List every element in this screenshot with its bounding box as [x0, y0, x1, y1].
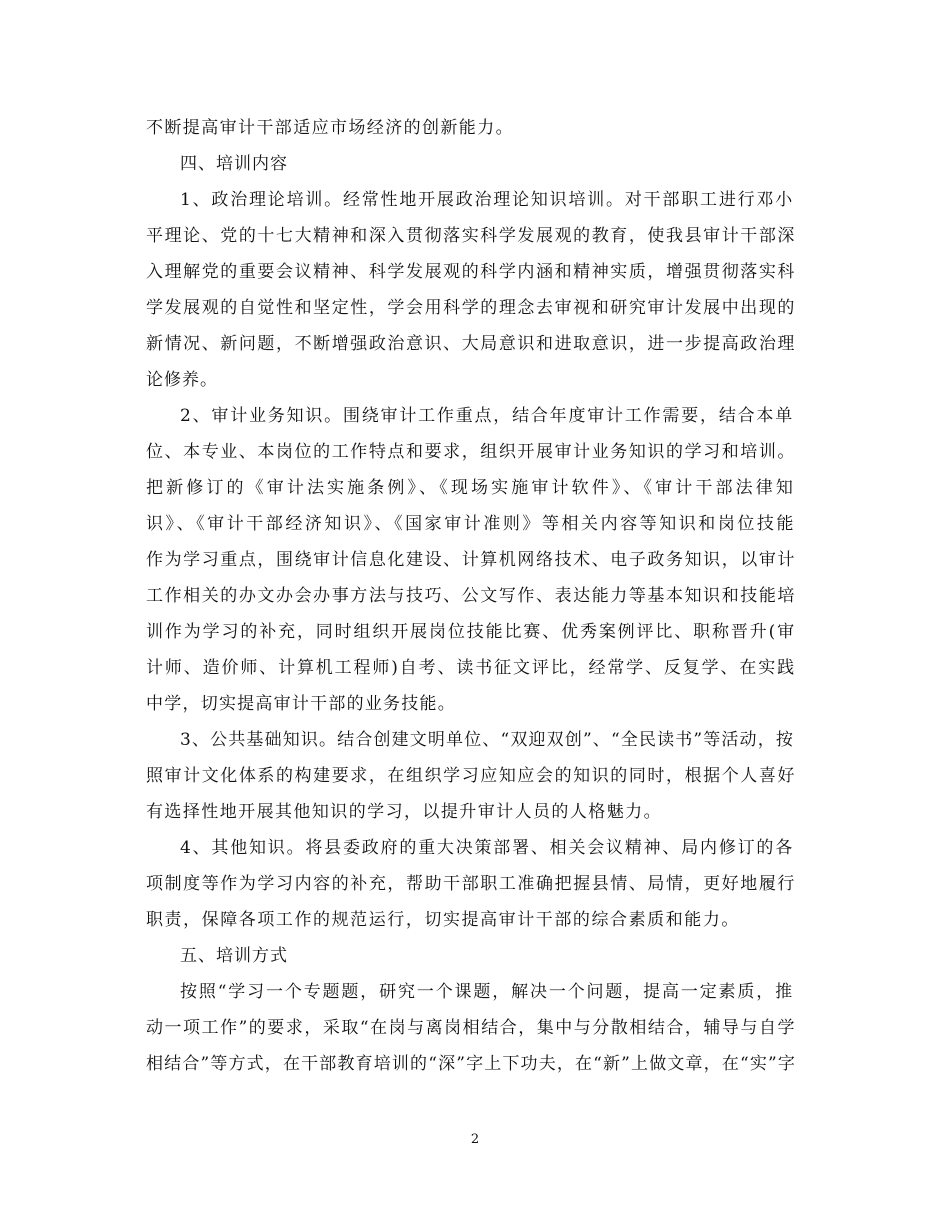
text-line: 1、政治理论培训。经常性地开展政治理论知识培训。对干部职工进行邓小 — [180, 190, 794, 210]
section-heading: 五、培训方式 — [180, 946, 288, 966]
text-line: 把新修订的《审计法实施条例》、《现场实施审计软件》、《审计干部法律知 — [146, 478, 796, 498]
text-line: 识》、《审计干部经济知识》、《国家审计准则》等相关内容等知识和岗位技能 — [146, 514, 796, 534]
text-line: 照审计文化体系的构建要求，在组织学习应知应会的知识的同时，根据个人喜好 — [146, 766, 796, 786]
text-line: 工作相关的办文办会办事方法与技巧、公文写作、表达能力等基本知识和技能培 — [146, 586, 796, 606]
text-line: 2、审计业务知识。围绕审计工作重点，结合年度审计工作需要，结合本单 — [180, 406, 794, 426]
text-line: 动一项工作”的要求，采取“在岗与离岗相结合，集中与分散相结合，辅导与自学 — [146, 1018, 796, 1038]
text-line: 入理解党的重要会议精神、科学发展观的科学内涵和精神实质，增强贯彻落实科 — [146, 262, 796, 282]
text-line: 新情况、新问题，不断增强政治意识、大局意识和进取意识，进一步提高政治理 — [146, 334, 796, 354]
text-line: 有选择性地开展其他知识的学习，以提升审计人员的人格魅力。 — [146, 802, 662, 822]
text-line: 中学，切实提高审计干部的业务技能。 — [146, 694, 456, 714]
text-line: 职责，保障各项工作的规范运行，切实提高审计干部的综合素质和能力。 — [146, 910, 740, 930]
text-line: 平理论、党的十七大精神和深入贯彻落实科学发展观的教育，使我县审计干部深 — [146, 226, 796, 246]
page-number: 2 — [470, 1132, 480, 1147]
text-line: 相结合”等方式，在干部教育培训的“深”字上下功夫，在“新”上做文章，在“实”字 — [146, 1054, 796, 1074]
text-line: 学发展观的自觉性和坚定性，学会用科学的理念去审视和研究审计发展中出现的 — [146, 298, 796, 318]
text-line: 计师、造价师、计算机工程师)自考、读书征文评比，经常学、反复学、在实践 — [146, 658, 796, 678]
text-line: 按照“学习一个专题题，研究一个课题，解决一个问题，提高一定素质，推 — [180, 982, 794, 1002]
text-line: 项制度等作为学习内容的补充，帮助干部职工准确把握县情、局情，更好地履行 — [146, 874, 796, 894]
text-line: 作为学习重点，围绕审计信息化建设、计算机网络技术、电子政务知识，以审计 — [146, 550, 796, 570]
text-line: 论修养。 — [146, 370, 218, 390]
text-line: 3、公共基础知识。结合创建文明单位、“双迎双创”、“全民读书”等活动，按 — [180, 730, 794, 750]
text-line: 4、其他知识。将县委政府的重大决策部署、相关会议精神、局内修订的各 — [180, 838, 794, 858]
text-line: 位、本专业、本岗位的工作特点和要求，组织开展审计业务知识的学习和培训。 — [146, 442, 796, 462]
text-line: 训作为学习的补充，同时组织开展岗位技能比赛、优秀案例评比、职称晋升(审 — [146, 622, 796, 642]
text-line: 不断提高审计干部适应市场经济的创新能力。 — [146, 118, 514, 138]
section-heading: 四、培训内容 — [180, 154, 288, 174]
